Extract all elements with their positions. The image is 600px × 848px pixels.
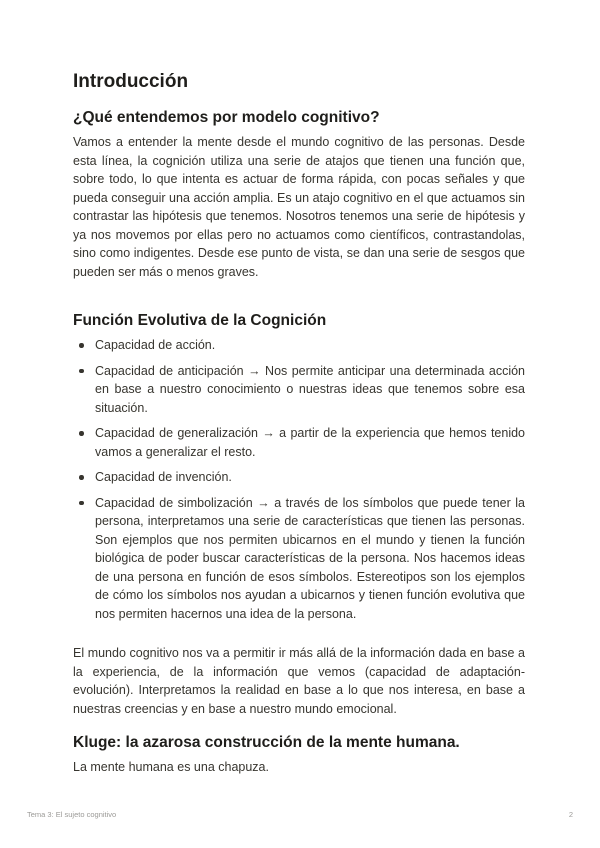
- bullet-icon: [79, 369, 84, 374]
- list-item-text: Capacidad de invención.: [95, 470, 232, 484]
- list-item: [73, 424, 525, 461]
- bullet-icon: [79, 431, 84, 436]
- kluge-paragraph: La mente humana es una chapuza.: [73, 760, 269, 774]
- section-heading-funcion-evolutiva: Función Evolutiva de la Cognición: [73, 312, 327, 329]
- list-item-text: Capacidad de acción.: [95, 338, 216, 352]
- footer-document-title: Tema 3: El sujeto cognitivo: [27, 810, 117, 819]
- list-item-text: Capacidad de anticipación → Nos permite anticipar una determinada acción en base a nuestro conocimiento o nuestras ideas que tenemos sobre esa situación.: [95, 363, 525, 415]
- mundo-cognitivo-paragraph: El mundo cognitivo nos va a permitir ir más allá de la información dada en base a la experiencia, de la información que vemos (capacidad de adaptación-evolución). Interpretamos la realidad en base a lo que nos interesa, en base a nuestras creencias y en base a nuestro mundo emocional.: [73, 646, 525, 716]
- bullet-icon: [79, 343, 84, 348]
- footer-page-number: 2: [568, 810, 573, 819]
- list-item: [73, 362, 525, 418]
- intro-paragraph: Vamos a entender la mente desde el mundo cognitivo de las personas. Desde esta línea, la cognición utiliza una serie de atajos que tienen una función que, sobre todo, lo que intenta es actuar de forma rápida, con pocas señales y que pueda conseguir una acción amplia. Es un atajo cognitivo en el que actuamos sin contrastar las hipótesis que tenemos. Nosotros tenemos una serie de hipótesis y ya nos movemos por ellas pero no actuamos como científicos, contrastandolas, sino como indigentes. Desde ese punto de vista, se dan una serie de sesgos que pueden ser más o menos graves.: [73, 135, 525, 279]
- bullet-icon: [79, 475, 84, 480]
- section-heading-modelo-cognitivo: ¿Qué entendemos por modelo cognitivo?: [73, 109, 380, 126]
- capacities-list: [73, 336, 525, 630]
- list-item-text: Capacidad de simbolización → a través de los símbolos que puede tener la persona, interpretamos una serie de características que tienen las personas. Son ejemplos que nos permiten ubicarnos en el mundo y tienen la función biológica de poder buscar características de la persona. Nos hacemos ideas de una persona en función de esos símbolos. Estereotipos son los ejemplos de cómo los símbolos nos ayudan a ubicarnos y tienen función evolutiva que nos permiten hacernos una idea de la persona.: [95, 495, 525, 621]
- list-item-text: Capacidad de generalización → a partir de la experiencia que hemos tenido vamos a generalizar el resto.: [95, 426, 525, 459]
- list-item: [73, 468, 525, 487]
- list-item: [73, 336, 525, 355]
- section-heading-kluge: Kluge: la azarosa construcción de la mente humana.: [73, 734, 460, 751]
- list-item: [73, 494, 525, 624]
- bullet-icon: [79, 501, 84, 506]
- page-title: Introducción: [73, 71, 189, 92]
